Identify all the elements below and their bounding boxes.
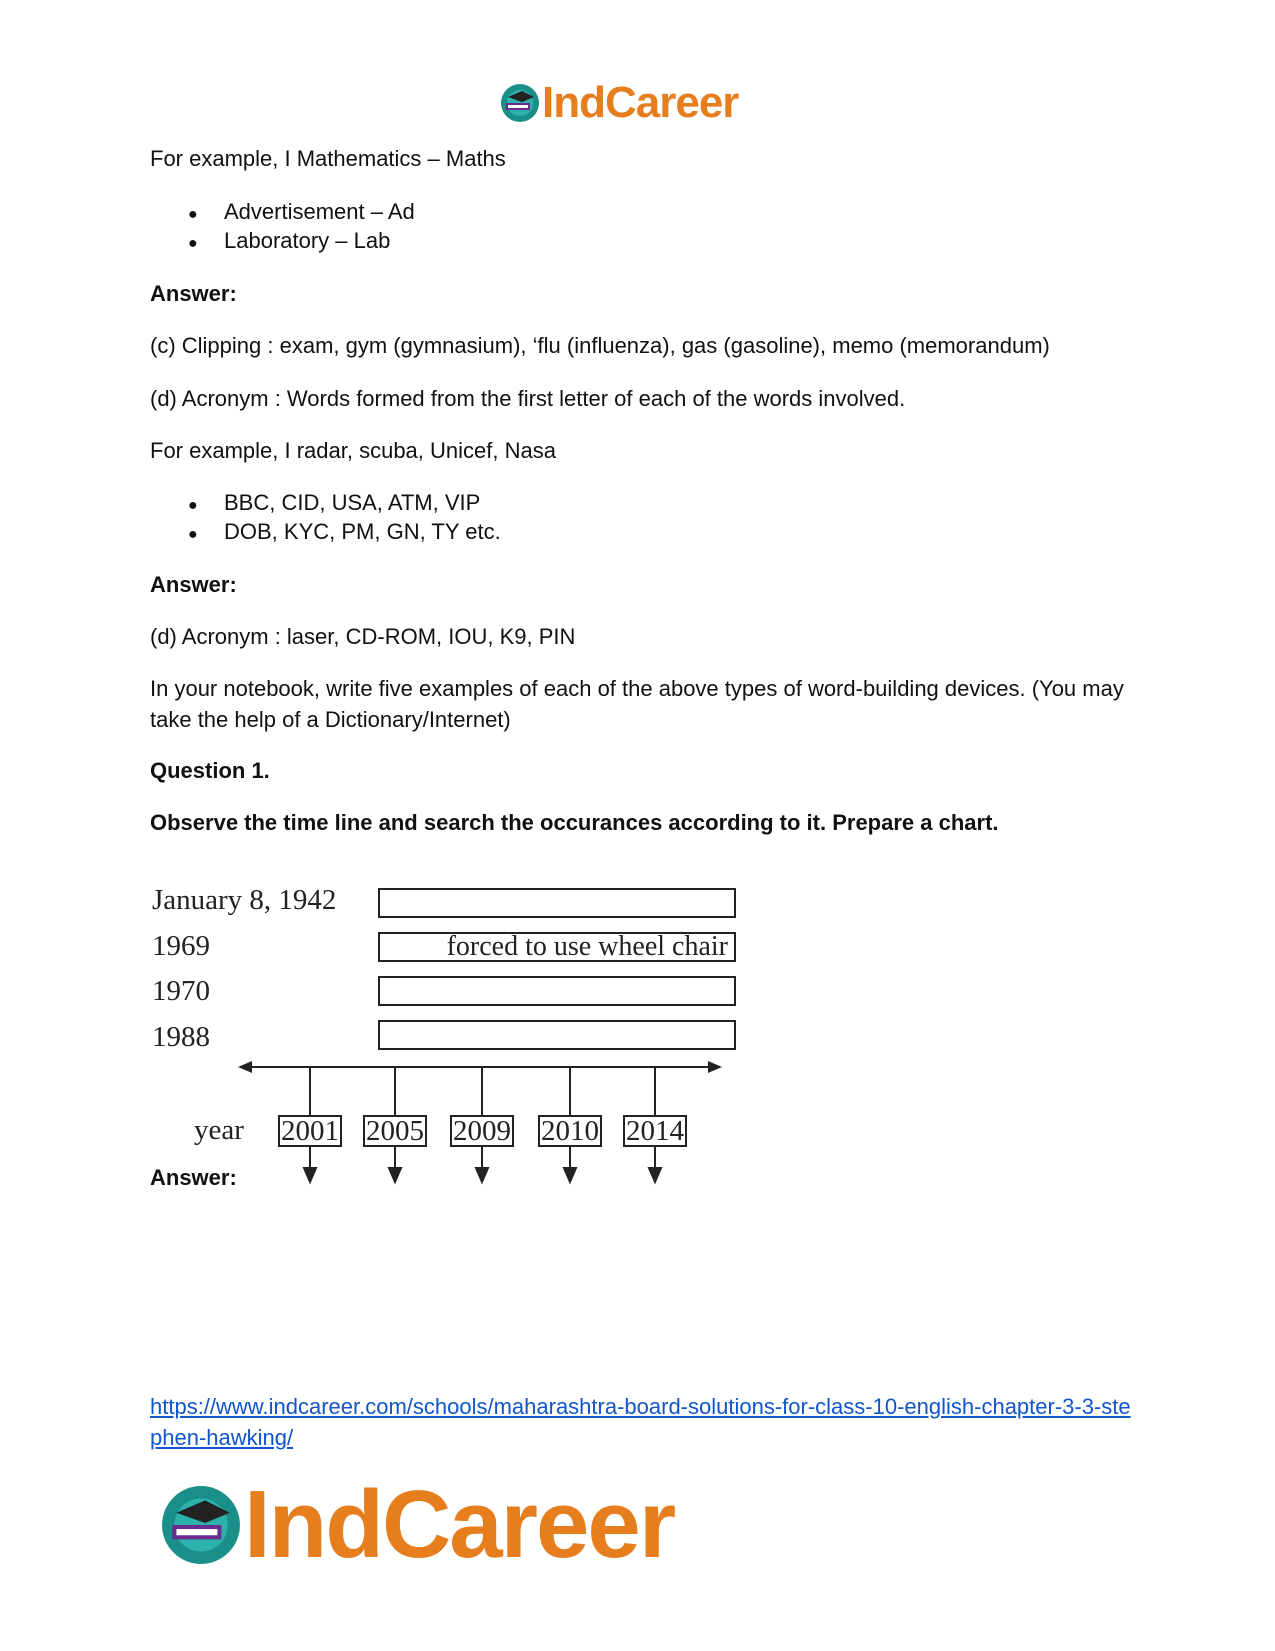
answer-heading: Answer: [150, 281, 237, 306]
year-box: 2005 [363, 1115, 427, 1147]
notebook-instruction: In your notebook, write five examples of each of the above types of word-building devices. (You may take the help of a Dictionary/Internet) [150, 676, 1124, 732]
example-text: For example, I Mathematics – Maths [150, 146, 506, 171]
year-box: 2014 [623, 1115, 687, 1147]
logo-wordmark: IndCareer [542, 78, 739, 127]
timeline-date-label: 1969 [152, 930, 210, 962]
logo-wordmark: IndCareer [244, 1471, 675, 1578]
list-item: ● Laboratory – Lab [188, 228, 391, 253]
example-text: For example, I radar, scuba, Unicef, Nasa [150, 438, 556, 463]
year-label: year [194, 1114, 244, 1146]
list-item: ● DOB, KYC, PM, GN, TY etc. [188, 519, 501, 544]
clipping-answer: (c) Clipping : exam, gym (gymnasium), ‘flu (influenza), gas (gasoline), memo (memorandum) [150, 333, 1050, 358]
answer-heading: Answer: [150, 1165, 237, 1190]
timeline-date-label: January 8, 1942 [152, 884, 337, 916]
timeline-figure [150, 884, 760, 1200]
acronym-answer: (d) Acronym : laser, CD-ROM, IOU, K9, PIN [150, 624, 576, 649]
answer-heading: Answer: [150, 572, 237, 597]
graduation-cap-book-icon [500, 83, 540, 123]
graduation-cap-book-icon [160, 1484, 242, 1566]
question-heading: Question 1. [150, 758, 270, 783]
timeline-date-label: 1970 [152, 975, 210, 1007]
indcareer-logo-bottom [160, 1470, 674, 1580]
acronym-definition: (d) Acronym : Words formed from the first letter of each of the words involved. [150, 386, 906, 411]
indcareer-logo-top [500, 78, 738, 128]
timeline-date-label: 1988 [152, 1021, 210, 1053]
question-text: Observe the time line and search the occurances according to it. Prepare a chart. [150, 810, 999, 835]
year-box: 2009 [450, 1115, 514, 1147]
list-item: ● Advertisement – Ad [188, 199, 415, 224]
list-item: ● BBC, CID, USA, ATM, VIP [188, 490, 481, 515]
year-box: 2010 [538, 1115, 602, 1147]
source-link[interactable]: https://www.indcareer.com/schools/maharashtra-board-solutions-for-class-10-english-chapter-3-3-stephen-hawking/ [150, 1394, 1131, 1450]
year-box: 2001 [278, 1115, 342, 1147]
timeline-entry-box: forced to use wheel chair [378, 932, 736, 962]
